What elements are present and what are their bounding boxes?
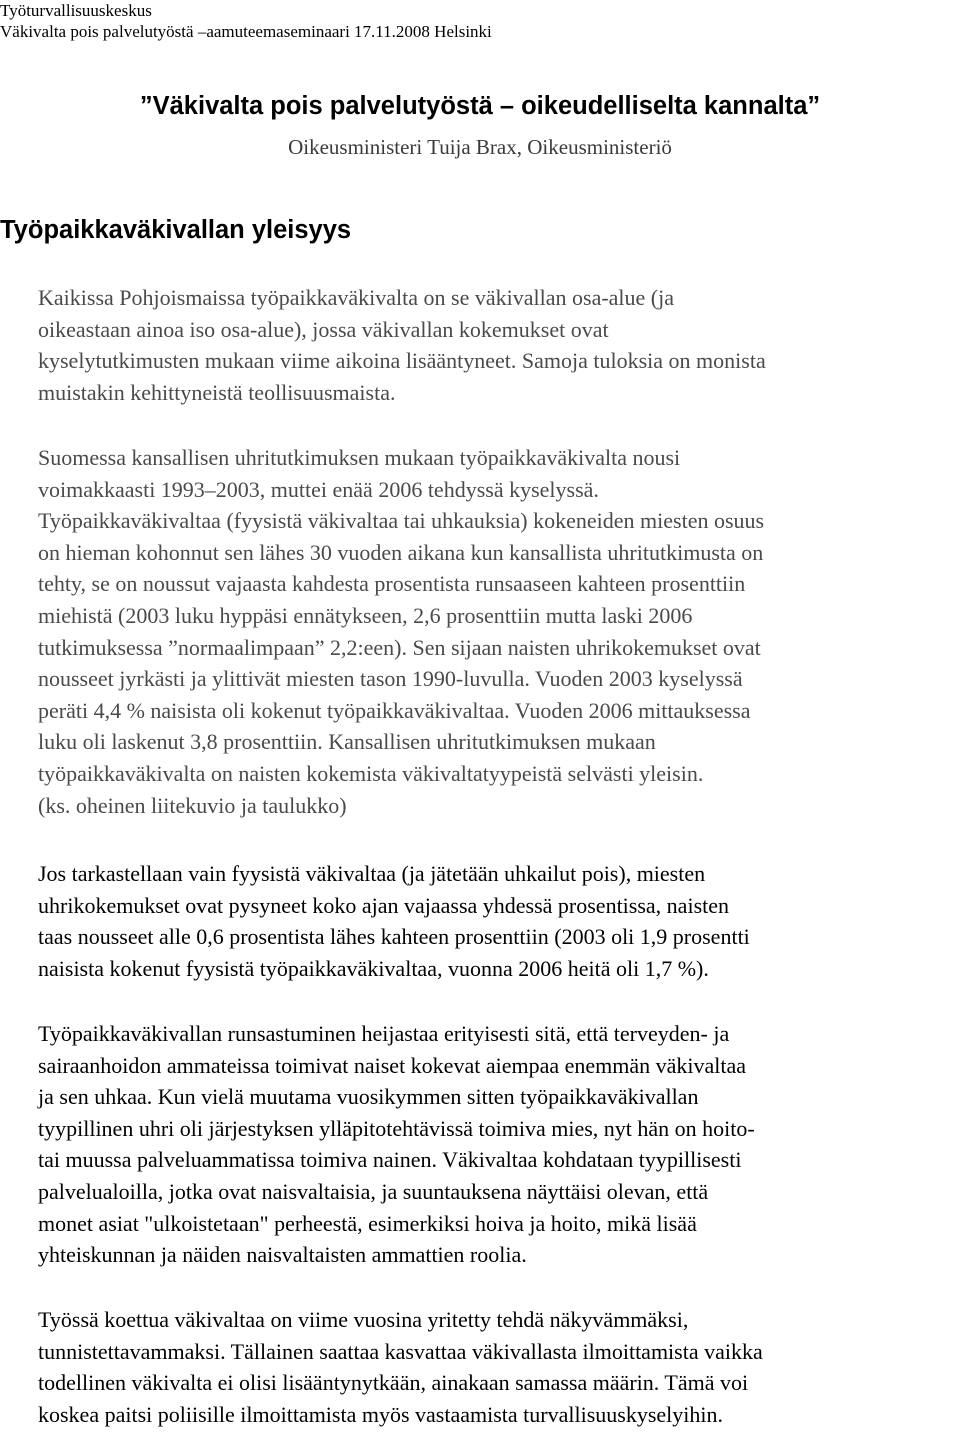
text-line: Työpaikkaväkivallan runsastuminen heijastaa erityisesti sitä, että terveyden- ja bbox=[38, 1021, 730, 1046]
text-line: Työssä koettua väkivaltaa on viime vuosina yritetty tehdä näkyvämmäksi, bbox=[38, 1307, 689, 1332]
paragraph-2 bbox=[38, 442, 958, 821]
text-line: on hieman kohonnut sen lähes 30 vuoden aikana kun kansallista uhritutkimusta on bbox=[38, 539, 764, 565]
text-line: kyselytutkimusten mukaan viime aikoina lisääntyneet. Samoja tuloksia on monista bbox=[38, 348, 766, 374]
text-line: tutkimuksessa ”normaalimpaan” 2,2:een). Sen sijaan naisten uhrikokemukset ovat bbox=[38, 634, 761, 660]
text-line: taas nousseet alle 0,6 prosentista lähes kahteen prosenttiin (2003 oli 1,9 prosentti bbox=[38, 924, 750, 950]
text-line: uhrikokemukset ovat pysyneet koko ajan vajaassa yhdessä prosentissa, naisten bbox=[38, 892, 730, 918]
text-line: oikeastaan ainoa iso osa-alue), jossa väkivallan kokemukset ovat bbox=[38, 316, 609, 342]
text-line: yhteiskunnan ja näiden naisvaltaisten ammattien roolia. bbox=[38, 1242, 527, 1268]
text-line: miehistä (2003 luku hyppäsi ennätykseen, 2,6 prosenttiin mutta laski 2006 bbox=[38, 602, 693, 628]
text-line: Suomessa kansallisen uhritutkimuksen mukaan työpaikkaväkivalta nousi bbox=[38, 445, 681, 470]
text-line: Työpaikkaväkivaltaa (fyysistä väkivaltaa tai uhkauksia) kokeneiden miesten osuus bbox=[38, 508, 765, 534]
text-line: tunnistettavammaksi. Tällainen saattaa kasvattaa väkivallasta ilmoittamista vaikka bbox=[38, 1338, 763, 1364]
text-line: nousseet jyrkästi ja ylittivät miesten tason 1990-luvulla. Vuoden 2003 kyselyssä bbox=[38, 666, 743, 692]
text-line: sairaanhoidon ammateissa toimivat naiset kokevat aiempaa enemmän väkivaltaa bbox=[38, 1052, 747, 1078]
text-line: peräti 4,4 % naisista oli kokenut työpaikkaväkivaltaa. Vuoden 2006 mittauksessa bbox=[38, 697, 751, 723]
text-line: koskea paitsi poliisille ilmoittamista myös vastaamista turvallisuuskyselyihin. bbox=[38, 1401, 723, 1427]
header-organization: Työturvallisuuskeskus bbox=[0, 1, 152, 20]
header-event: Väkivalta pois palvelutyöstä –aamuteemaseminaari 17.11.2008 Helsinki bbox=[0, 22, 492, 41]
text-line: luku oli laskenut 3,8 prosenttiin. Kansallisen uhritutkimuksen mukaan bbox=[38, 729, 656, 755]
text-line: naisista kokenut fyysistä työpaikkaväkivaltaa, vuonna 2006 heitä oli 1,7 %). bbox=[38, 955, 709, 981]
text-line: (ks. oheinen liitekuvio ja taulukko) bbox=[38, 792, 347, 818]
section-heading: Työpaikkaväkivallan yleisyys bbox=[0, 216, 352, 244]
paragraph-4 bbox=[38, 1018, 958, 1271]
paragraph-5 bbox=[38, 1304, 958, 1430]
document-subtitle: Oikeusministeri Tuija Brax, Oikeusministeriö bbox=[288, 135, 672, 159]
document-title: ”Väkivalta pois palvelutyöstä – oikeudelliselta kannalta” bbox=[139, 92, 821, 120]
text-line: ja sen uhkaa. Kun vielä muutama vuosikymmen sitten työpaikkaväkivallan bbox=[38, 1084, 699, 1110]
text-line: tyypillinen uhri oli järjestyksen ylläpitotehtävissä toimiva mies, nyt hän on hoito- bbox=[38, 1115, 755, 1141]
paragraph-1 bbox=[38, 282, 958, 408]
text-line: tehty, se on noussut vajaasta kahdesta prosentista runsaaseen kahteen prosenttiin bbox=[38, 571, 746, 597]
text-line: muistakin kehittyneistä teollisuusmaista. bbox=[38, 379, 396, 405]
text-line: monet asiat "ulkoistetaan" perheestä, esimerkiksi hoiva ja hoito, mikä lisää bbox=[38, 1210, 697, 1236]
text-line: Kaikissa Pohjoismaissa työpaikkaväkivalta on se väkivallan osa-alue (ja bbox=[38, 285, 675, 310]
document-header bbox=[0, 0, 492, 42]
text-line: työpaikkaväkivalta on naisten kokemista väkivaltatyypeistä selvästi yleisin. bbox=[38, 760, 704, 786]
text-line: Jos tarkastellaan vain fyysistä väkivaltaa (ja jätetään uhkailut pois), miesten bbox=[38, 861, 706, 886]
text-line: todellinen väkivalta ei olisi lisääntynytkään, ainakaan samassa määrin. Tämä voi bbox=[38, 1370, 749, 1396]
text-line: voimakkaasti 1993–2003, muttei enää 2006 tehdyssä kyselyssä. bbox=[38, 476, 599, 502]
text-line: tai muussa palveluammatissa toimiva nainen. Väkivaltaa kohdataan tyypillisesti bbox=[38, 1147, 742, 1173]
text-line: palvelualoilla, jotka ovat naisvaltaisia, ja suuntauksena näyttäisi olevan, että bbox=[38, 1178, 709, 1204]
paragraph-3 bbox=[38, 858, 958, 984]
